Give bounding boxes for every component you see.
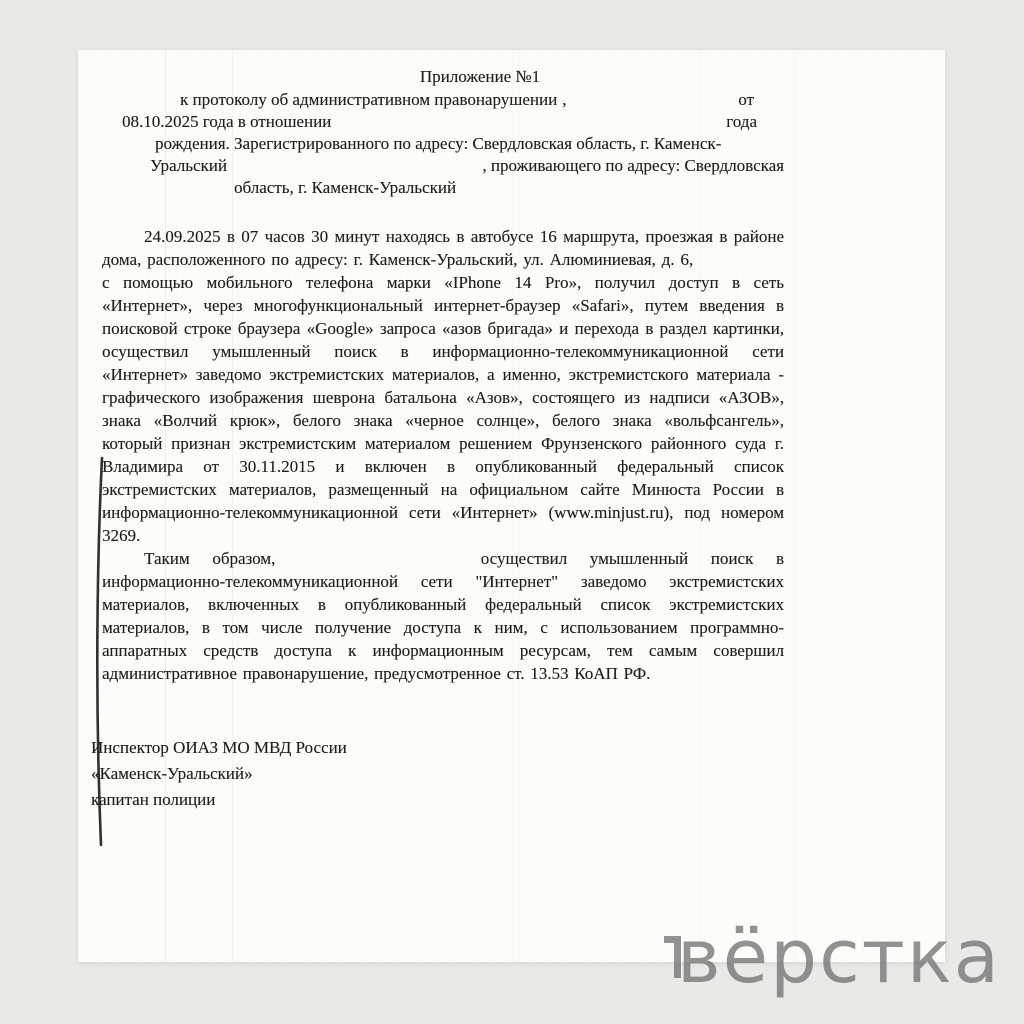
header-date-year: года bbox=[726, 112, 757, 131]
header-line-date bbox=[102, 111, 784, 133]
signature-block bbox=[91, 735, 784, 813]
document-title: Приложение №1 bbox=[419, 67, 541, 86]
scan-streak bbox=[795, 50, 796, 962]
header-protocol-from: от bbox=[738, 90, 754, 109]
header-date-text: 08.10.2025 года в отношении bbox=[122, 112, 332, 131]
redaction-gap bbox=[699, 264, 784, 265]
conclusion-text-before-redaction: Таким образом, bbox=[144, 549, 276, 568]
redaction-gap bbox=[298, 563, 458, 564]
document-content bbox=[91, 66, 785, 813]
header-line-protocol bbox=[102, 89, 784, 111]
header-line-registered-address: рождения. Зарегистрированного по адресу: Свердловская область, г. Каменск- bbox=[155, 134, 722, 153]
signature-inspector-line: Инспектор ОИАЗ МО МВД России bbox=[91, 738, 347, 757]
header-protocol-text: к протоколу об административном правонарушении ‚ bbox=[180, 90, 568, 109]
header-residence-text: , проживающего по адресу: Свердловская bbox=[482, 156, 784, 175]
signature-department-line: «Каменск-Уральский» bbox=[91, 764, 253, 783]
signature-rank-line: капитан полиции bbox=[91, 790, 216, 809]
paragraph-incident bbox=[102, 225, 784, 547]
incident-text-after-redaction: с помощью мобильного телефона марки «IPhone 14 Pro», получил доступ в сеть «Интернет», через многофункциональный интернет-браузер «Safari», путем введения в поисковой строке браузера «Google» запроса «азов бригада» и перехода в раздел картинки, осуществил умышленный поиск в информационно-телекоммуникационной сети «Интернет» заведомо экстремистских материалов, а именно, экстремистского материала - графического изображения шеврона батальона «Азов», состоящего из надписи «АЗОВ», знака «Волчий крюк», белого знака «черное солнце», белого знака «вольфсангель», который признан экстремистским материалом решением Фрунзенского районного суда г. Владимира от 30.11.2015 и включен в опубликованный федеральный список экстремистских материалов, размещенный на официальном сайте Минюста России в информационно-телекоммуникационной сети «Интернет» (www.minjust.ru), под номером 3269. bbox=[102, 273, 784, 545]
watermark-text: вёрстка bbox=[677, 914, 1001, 1000]
paragraph-conclusion bbox=[102, 547, 784, 685]
incident-text-before-redaction: 24.09.2025 в 07 часов 30 минут находясь в автобусе 16 маршрута, проезжая в районе дома, расположенного по адресу: г. Каменск-Уральский, ул. Алюминиевая, д. 6, bbox=[102, 227, 784, 269]
header-line-region: область, г. Каменск-Уральский bbox=[234, 178, 457, 197]
header-line-city bbox=[102, 155, 784, 177]
header-city-name: Уральский bbox=[150, 156, 227, 175]
conclusion-text-after-redaction: осуществил умышленный поиск в информационно-телекоммуникационной сети "Интернет" заведомо экстремистских материалов, включенных в опубликованный федеральный список экстремистских материалов, в том числе получение доступа к ним, с использованием программно-аппаратных средств доступа к информационным ресурсам, тем самым совершил административное правонарушение, предусмотренное ст. 13.53 КоАП РФ. bbox=[102, 549, 785, 683]
